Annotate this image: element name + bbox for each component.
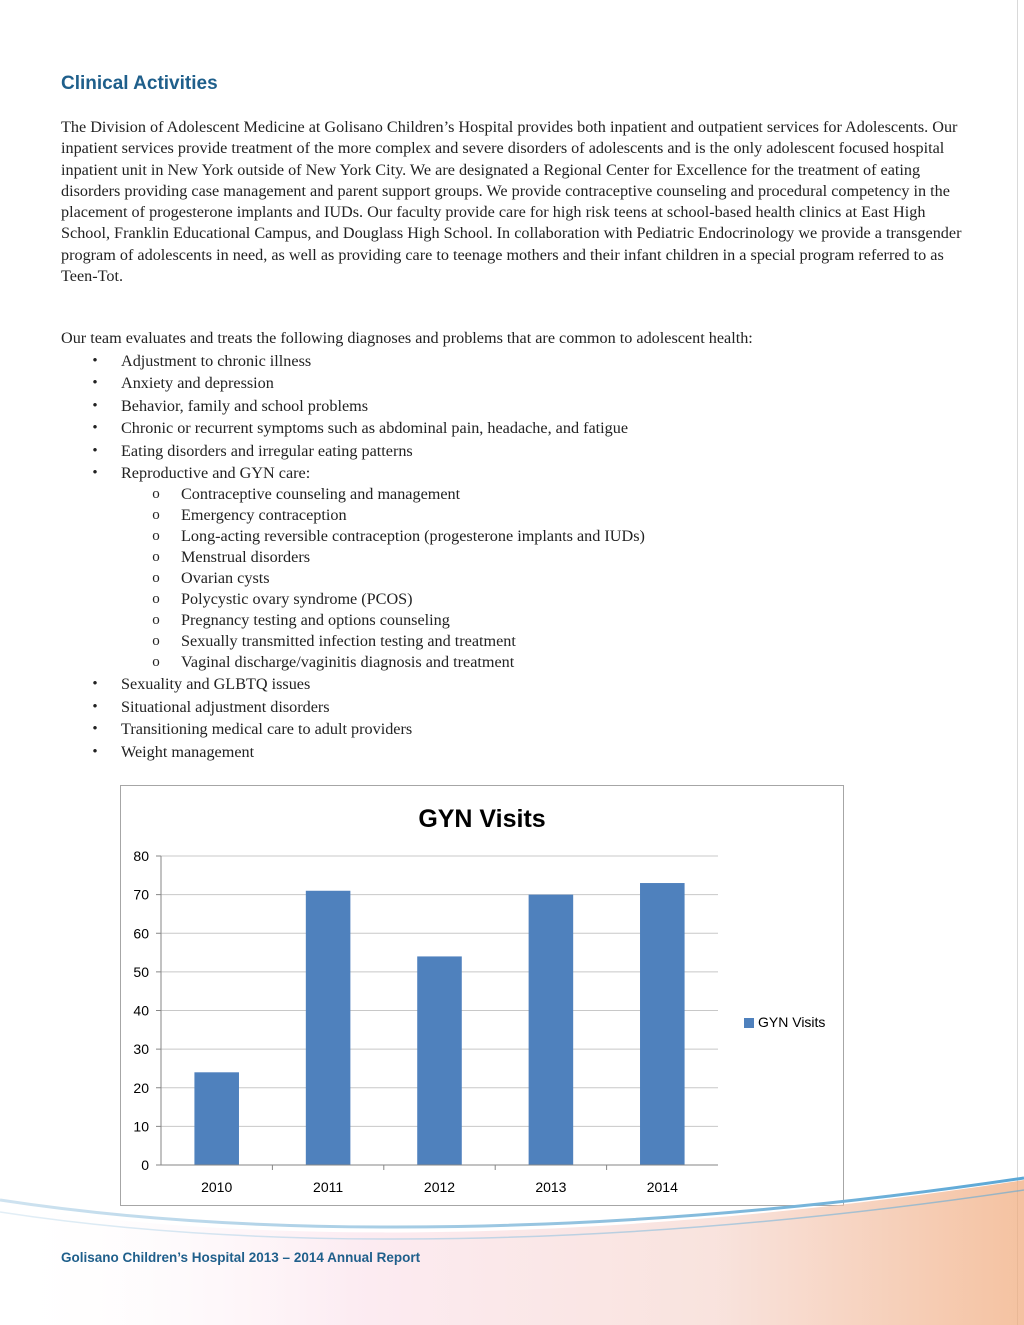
list-item <box>0 372 1024 394</box>
sub-list-item <box>0 631 1024 652</box>
list-item-label: Behavior, family and school problems <box>121 396 369 415</box>
bar-2013 <box>529 895 574 1165</box>
y-tick-label: 30 <box>133 1041 149 1058</box>
circle-bullet-icon: o <box>152 549 160 566</box>
circle-bullet-icon: o <box>152 507 160 524</box>
y-tick-label: 50 <box>133 963 149 980</box>
bullet-icon: • <box>92 743 98 760</box>
list-item-label: Weight management <box>121 742 255 761</box>
circle-bullet-icon: o <box>152 654 160 671</box>
x-tick-label: 2014 <box>646 1179 678 1195</box>
sub-list-item-label: Ovarian cysts <box>181 569 270 588</box>
chart-bars <box>194 883 684 1165</box>
list-item-label: Reproductive and GYN care: <box>121 463 311 482</box>
sub-list-item <box>0 547 1024 568</box>
sub-list-item-label: Pregnancy testing and options counseling <box>181 611 450 630</box>
list-item-label: Chronic or recurrent symptoms such as abdominal pain, headache, and fatigue <box>121 419 629 438</box>
list-item <box>0 417 1024 439</box>
sub-list-item <box>0 568 1024 589</box>
sub-list-item-label: Long-acting reversible contraception (progesterone implants and IUDs) <box>181 527 645 546</box>
bullet-icon: • <box>92 420 98 437</box>
sub-list-item <box>0 484 1024 505</box>
x-tick-label: 2013 <box>535 1179 567 1195</box>
sub-list-item-label: Polycystic ovary syndrome (PCOS) <box>181 590 413 609</box>
circle-bullet-icon: o <box>152 486 160 503</box>
bullet-icon: • <box>92 375 98 392</box>
y-tick-label: 70 <box>133 886 149 903</box>
bullet-icon: • <box>92 676 98 693</box>
x-tick-label: 2010 <box>201 1179 233 1195</box>
list-item <box>0 395 1024 417</box>
circle-bullet-icon: o <box>152 612 160 629</box>
sub-list-item <box>0 505 1024 526</box>
sub-list-container <box>0 484 1024 673</box>
bullet-icon: • <box>92 442 98 459</box>
legend-swatch <box>744 1018 754 1028</box>
list-item <box>0 673 1024 695</box>
bullet-icon: • <box>92 397 98 414</box>
y-tick-label: 0 <box>141 1157 149 1173</box>
sub-list-item-label: Emergency contraception <box>181 506 347 525</box>
circle-bullet-icon: o <box>152 528 160 545</box>
gyn-visits-chart <box>120 785 844 1206</box>
chart-canvas <box>121 786 843 1205</box>
sub-list-item-label: Sexually transmitted infection testing and treatment <box>181 632 516 651</box>
chart-legend <box>744 1014 825 1030</box>
list-item-label: Transitioning medical care to adult providers <box>121 720 413 739</box>
list-item-label: Adjustment to chronic illness <box>121 352 312 370</box>
circle-bullet-icon: o <box>152 570 160 587</box>
sub-list-item-label: Contraceptive counseling and management <box>181 485 461 504</box>
bar-2014 <box>640 883 685 1165</box>
y-tick-label: 40 <box>133 1002 149 1019</box>
bar-2010 <box>194 1072 239 1165</box>
bar-2011 <box>306 891 351 1165</box>
x-tick-label: 2011 <box>313 1179 344 1195</box>
circle-bullet-icon: o <box>152 633 160 650</box>
y-tick-label: 60 <box>133 925 149 942</box>
sub-list-item-label: Menstrual disorders <box>181 548 311 567</box>
list-intro: Our team evaluates and treats the following diagnoses and problems that are common to adolescent health: <box>61 329 753 347</box>
x-tick-label: 2012 <box>423 1179 456 1195</box>
list-item <box>0 462 1024 484</box>
y-tick-label: 80 <box>133 848 149 864</box>
reproductive-sub-list <box>0 484 1024 673</box>
list-item <box>0 440 1024 462</box>
list-item <box>0 696 1024 718</box>
sub-list-item <box>0 652 1024 673</box>
list-item <box>0 718 1024 740</box>
list-item-label: Eating disorders and irregular eating patterns <box>121 441 413 460</box>
bullet-icon: • <box>92 464 98 481</box>
list-item <box>0 741 1024 763</box>
sub-list-item <box>0 526 1024 547</box>
sub-list-item <box>0 610 1024 631</box>
bullet-icon: • <box>92 353 98 369</box>
section-title: Clinical Activities <box>61 73 218 94</box>
list-item-label: Anxiety and depression <box>121 374 274 393</box>
diagnoses-list <box>0 350 1024 763</box>
list-item-label: Sexuality and GLBTQ issues <box>121 675 311 694</box>
intro-paragraph: The Division of Adolescent Medicine at Golisano Children’s Hospital provides both inpatient and outpatient services for Adolescents. Our inpatient services provide treatment of the more complex and severe disorders of adolescents and is the only adolescent focused hospital inpatient unit in New York outside of New York City. We are designated a Regional Center for Excellence for the treatment of eating disorders providing case management and parent support groups. We provide contraceptive counseling and procedural competency in the placement of progesterone implants and IUDs. Our faculty provide care for high risk teens at school-based health clinics at East High School, Franklin Educational Campus, and Douglass High School. In collaboration with Pediatric Endocrinology we provide a transgender program of adolescents in need, as well as providing care to teenage mothers and their infant children in a special program referred to as Teen-Tot. <box>61 118 962 286</box>
sub-list-item <box>0 589 1024 610</box>
footer-wave-graphic <box>0 1160 1024 1325</box>
bullet-icon: • <box>92 698 98 715</box>
bullet-icon: • <box>92 721 98 738</box>
sub-list-item-label: Vaginal discharge/vaginitis diagnosis and treatment <box>181 653 515 672</box>
legend-label: GYN Visits <box>758 1014 826 1030</box>
bar-2012 <box>417 956 462 1165</box>
list-item-label: Situational adjustment disorders <box>121 697 330 716</box>
circle-bullet-icon: o <box>152 591 160 608</box>
chart-title: GYN Visits <box>418 805 546 833</box>
list-item <box>0 350 1024 372</box>
y-tick-label: 20 <box>133 1079 149 1096</box>
footer-report-title: Golisano Children’s Hospital 2013 – 2014 Annual Report <box>61 1250 421 1265</box>
y-tick-label: 10 <box>133 1118 149 1135</box>
